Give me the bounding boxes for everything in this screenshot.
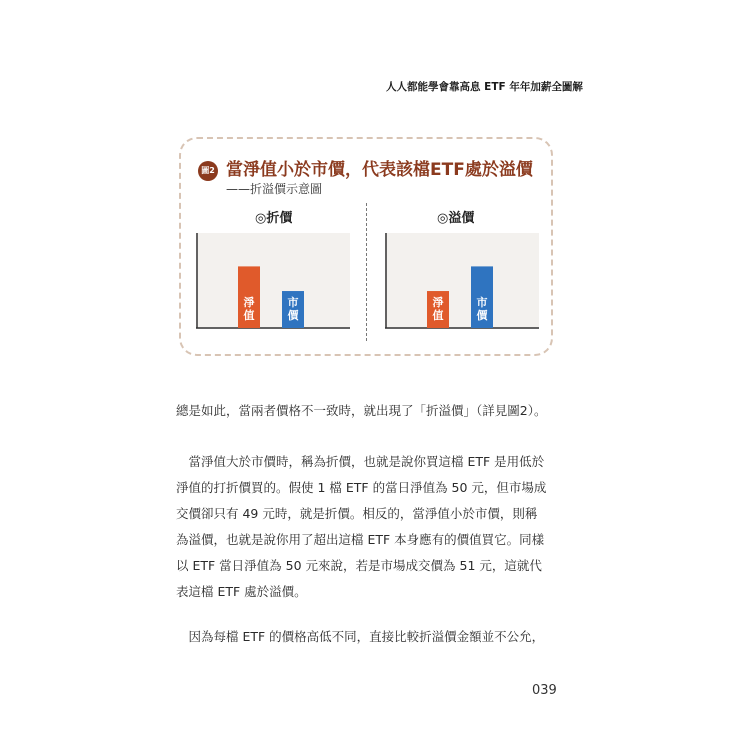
body-line-6: 以 ETF 當日淨值為 50 元來說，若是市場成交價為 51 元，這就代 <box>176 558 542 573</box>
discount-chart-svg <box>196 233 350 329</box>
body-line-8: 因為每檔 ETF 的價格高低不同，直接比較折溢價金額並不公允， <box>176 629 545 644</box>
bar-label-char: 市 <box>287 296 299 309</box>
body-line-3: 淨值的打折價買的。假使 1 檔 ETF 的當日淨值為 50 元，但市場成 <box>176 480 547 495</box>
running-header: 人人都能學會靠高息 ETF 年年加薪全圖解 <box>386 81 583 93</box>
chart-panel-discount <box>196 233 350 329</box>
premium-chart-svg <box>385 233 539 329</box>
figure-subtitle: ——折溢價示意圖 <box>226 182 323 196</box>
body-line-4: 交價卻只有 49 元時，就是折價。相反的，當淨值小於市價，則稱 <box>176 506 538 521</box>
bar-label-char: 值 <box>243 309 255 322</box>
bar-label-char: 價 <box>476 309 488 322</box>
figure-title: 當淨值小於市價，代表該檔ETF處於溢價 <box>226 160 533 180</box>
bar-label-char: 市 <box>476 296 488 309</box>
body-line-2: 當淨值大於市價時，稱為折價，也就是說你買這檔 ETF 是用低於 <box>176 454 545 469</box>
page-number: 039 <box>532 683 557 698</box>
panel-divider <box>366 203 367 341</box>
body-line-7: 表這檔 ETF 處於溢價。 <box>176 584 307 599</box>
bar-label-char: 淨 <box>243 296 255 309</box>
bar-label-char: 值 <box>432 309 444 322</box>
panel-label-premium: ◎溢價 <box>437 211 475 226</box>
figure-badge: 圖2 <box>198 161 218 181</box>
body-line-5: 為溢價，也就是說你用了超出這檔 ETF 本身應有的價值買它。同樣 <box>176 532 545 547</box>
panel-label-discount: ◎折價 <box>255 211 293 226</box>
bar-label-char: 價 <box>287 309 299 322</box>
body-line-1: 總是如此，當兩者價格不一致時，就出現了「折溢價」（詳見圖2）。 <box>176 403 547 418</box>
chart-panel-premium <box>385 233 539 329</box>
bar-label-char: 淨 <box>432 296 444 309</box>
